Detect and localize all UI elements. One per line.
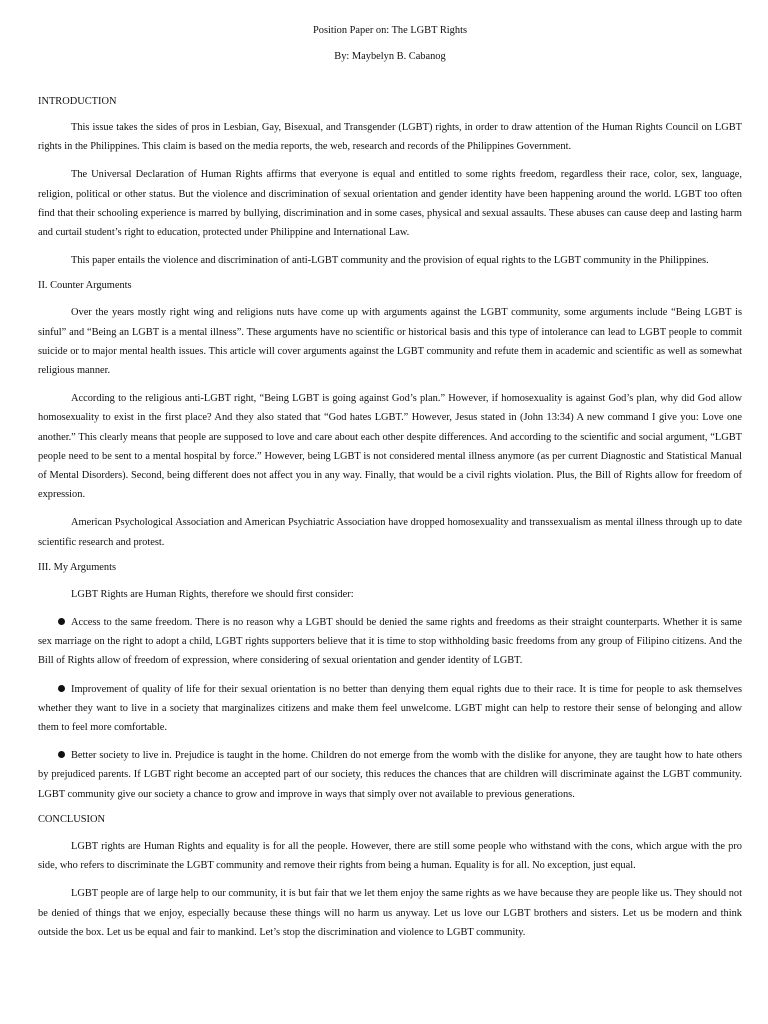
paragraph: LGBT rights are Human Rights and equality is for all the people. However, there are still some people who withstand with the cons, which argue with the pro side, who refers to discriminate the LGBT community and remove their rights from being a human. Equality is for all. No exception, just equal. bbox=[38, 840, 742, 872]
bullet-icon bbox=[58, 685, 65, 692]
paragraph: LGBT Rights are Human Rights, therefore we should first consider: bbox=[71, 588, 354, 600]
list-item-text: Better society to live in. Prejudice is taught in the home. Children do not emerge from the womb with the dislike for anyone, they are taught how to hate others by prejudiced parents. If LGBT right become an accepted part of our society, this reduces the chances that are children will discriminate against the LGBT community. LGBT community give our society a chance to grow and improve in ways that simply over not available to previous generations. bbox=[38, 750, 742, 800]
list-item bbox=[38, 680, 742, 738]
paragraph: American Psychological Association and American Psychiatric Association have dropped homosexuality and transsexualism as mental illness through up to date scientific research and protest. bbox=[38, 517, 742, 548]
paragraph: LGBT people are of large help to our community, it is but fair that we let them enjoy the same rights as we have because they are people like us. They should not be denied of things that we enjoy, especially because these things will no harm us anyway. Let us love our LGBT brothers and sisters. Let us be modern and think outside the box. Let us be equal and fair to mankind. Let’s stop the discrimination and violence to LGBT community. bbox=[38, 888, 742, 938]
document-author: By: Maybelyn B. Cabanog bbox=[334, 51, 446, 62]
section-heading-counter-arguments: II. Counter Arguments bbox=[38, 280, 132, 292]
paragraph: The Universal Declaration of Human Rights affirms that everyone is equal and entitled to some rights freedom, regardless their race, color, sex, language, religion, political or other status. But the violence and discrimination of sexual orientation and gender identity have been happening around the world. LGBT too often find that their schooling experience is marred by bullying, discrimination and in some cases, physical and sexual assaults. These abuses can cause deep and lasting harm and curtail student’s right to education, protected under Philippine and International Law. bbox=[38, 169, 742, 239]
section-heading-conclusion: CONCLUSION bbox=[38, 813, 105, 825]
document-title: Position Paper on: The LGBT Rights bbox=[312, 25, 468, 36]
paragraph: This paper entails the violence and discrimination of anti-LGBT community and the provision of equal rights to the LGBT community in the Philippines. bbox=[71, 255, 709, 267]
list-item-text: Improvement of quality of life for their sexual orientation is no better than denying them equal rights due to their race. It is time for people to ask themselves whether they want to live in a society that marginalizes citizens and make them feel unwelcome. LGBT might can help to restore their sense of belonging and allow them to feel more comfortable. bbox=[38, 683, 742, 734]
bullet-icon bbox=[58, 618, 65, 625]
section-heading-my-arguments: III. My Arguments bbox=[38, 561, 117, 573]
list-item bbox=[38, 613, 742, 671]
paragraph: According to the religious anti-LGBT right, “Being LGBT is going against God’s plan.” However, if homosexuality is against God’s plan, why did God allow homosexuality to exist in the first place? And they also stated that “God hates LGBT.” However, Jesus stated in (John 13:34) A new command I give you: Love one another.” This clearly means that people are supposed to love and care about each other despite differences. And according to the scientific and social argument, “LGBT people need to be sent to a mental hospital by force.” However, being LGBT is not considered mental illness anymore (as per current Diagnostic and Statistical Manual of Mental Disorders). Second, being different does not affect you in any way. Finally, that would be a civil rights violation. Plus, the Bill of Rights allow for freedom of expression. bbox=[38, 393, 742, 501]
list-item-text: Access to the same freedom. There is no reason why a LGBT should be denied the same rights and freedoms as their straight counterparts. Whether it is same sex marriage on the right to adopt a child, LGBT rights supporters believe that it is time to stop withholding basic freedoms from any group of Filipino citizens. And the Bill of Rights allow of freedom of expression, where considering of sexual orientation and gender identity of LGBT. bbox=[38, 617, 742, 667]
paragraph: This issue takes the sides of pros in Lesbian, Gay, Bisexual, and Transgender (LGBT) rights, in order to draw attention of the Human Rights Council on LGBT rights in the Philippines. This claim is based on the media reports, the web, research and records of the Philippines Government. bbox=[38, 122, 742, 153]
argument-list bbox=[38, 613, 742, 804]
document-page bbox=[38, 24, 742, 942]
bullet-icon bbox=[58, 751, 65, 758]
list-item bbox=[38, 746, 742, 804]
paragraph: Over the years mostly right wing and religions nuts have come up with arguments against the LGBT community, some arguments include “Being LGBT is sinful” and “Being an LGBT is a mental illness”. These arguments have no scientific or historical basis and this type of intolerance can lead to LGBT people to commit suicide or to major mental health issues. This article will cover arguments against the LGBT community and refute them in academic and scientific as well as somewhat religious manner. bbox=[38, 307, 742, 377]
section-heading-introduction: INTRODUCTION bbox=[38, 96, 117, 107]
